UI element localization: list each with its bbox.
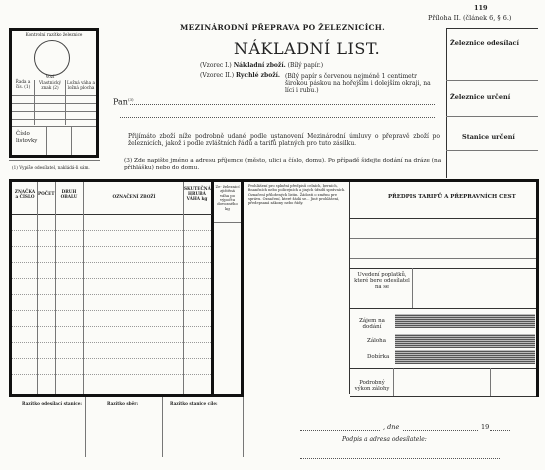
date-field[interactable] — [403, 430, 478, 431]
place-field[interactable] — [300, 430, 380, 431]
destination-station-label: Stanice určení — [462, 133, 515, 141]
variant2-note: (Bílý papír s červenou nejméně 1 centimetr širokou páskou na hořejším i dolejším okraji, na líci i rubu.) — [285, 73, 431, 95]
wagon-label: Vozí — [45, 74, 55, 79]
date-prefix: , dne — [383, 423, 400, 431]
stamp-weighing-label: Razítko sběr: — [107, 401, 139, 406]
interest-field — [395, 314, 535, 328]
header-packing: DRUH OBALU — [60, 189, 78, 199]
consignee-line-2[interactable] — [120, 117, 435, 118]
stamp-col3: Ložná váha a ložná plocha — [67, 80, 95, 90]
appendix-label: Příloha II. (článek 6, § 6.) — [428, 14, 512, 22]
year-field[interactable] — [490, 430, 510, 431]
header-railway-weight: Ze- železnicí zjištěná váha po výpočtu dovozného kg — [215, 184, 240, 211]
stamp-col2: Vlastnický znak (2) — [39, 80, 61, 90]
signature-label: Podpis a adresa odesílatele: — [342, 436, 427, 443]
interest-label: Zájem na dodání — [359, 318, 385, 331]
consignment-list-label: Číslo listovky — [16, 131, 38, 144]
footnote-1: (1) Vypíše odesílatel, nakládá-li sám. — [12, 165, 90, 170]
deposit-label: Záloha — [367, 338, 386, 344]
page-number: 119 — [474, 4, 488, 12]
stamp-circle — [34, 40, 70, 76]
header-marks: ZNAČKA a ČÍSLO — [14, 189, 36, 199]
header-goods: OZNAČENÍ ZBOŽÍ — [112, 194, 156, 199]
stamp-box-title: Kontrolní razítko železnice — [25, 32, 83, 37]
calc-label: Podrobný výkon zálohy — [354, 380, 390, 393]
sending-railway-label: Železnice odesílací — [450, 39, 519, 47]
header-weight: SKUTEČNÁ HRUBÁ VÁHA kg — [184, 186, 211, 201]
signature-field[interactable] — [300, 458, 500, 459]
variant1-label: (Vzorec I.) Nákladní zboží. (Bílý papír.) — [200, 62, 324, 69]
header-tariff: PŘEDPIS TARIFŮ A PŘEPRAVNÍCH CEST — [388, 194, 516, 200]
deposit-field — [395, 334, 535, 348]
acceptance-text: Přijímáto zboží níže podrobně udané podle ustanovení Mezinárodní úmluvy o přepravě zboží po železnicích, jakož i podle zvláštních řádů a tarifů platných pro tuto zásilku. — [128, 133, 440, 148]
header-regulations: Prohlášení pro splnění předpisů celních, berních, finančních nebo policejních a jiných úřadů správních. Označení přiložených listin. Žádosti o změnu pre správu. Označení, které žádá se... Jiné prohlášení, předepsaná zákony nebo řády. — [248, 184, 346, 206]
consignee-line-1[interactable] — [130, 104, 435, 105]
destination-railway-label: Železnice určení — [450, 93, 511, 101]
cod-label: Dobírka — [367, 354, 390, 360]
stamp-col1: Řada a čís. (1) — [15, 79, 31, 89]
date-year: 19 — [481, 423, 490, 431]
stamp-destination-label: Razítko stanice cíle: — [170, 401, 218, 406]
consignee-label: Pan$^{(3)}$ — [113, 97, 134, 107]
fees-declared-label: Uvedení poplatků, které bere odesílatel na se — [354, 272, 410, 291]
stamp-sending-label: Razítko odesílací stanice: — [22, 401, 82, 406]
cod-field — [395, 350, 535, 364]
header-count: POČET — [38, 191, 55, 196]
document-title: NÁKLADNÍ LIST. — [234, 39, 381, 58]
top-title: MEZINÁRODNÍ PŘEPRAVA PO ŽELEZNICÍCH. — [180, 23, 386, 32]
variant2-label: (Vzorec II.) Rychlé zboží. — [200, 72, 280, 79]
footnote-3: (3) Zde napište jméno a adresu příjemce (město, ulici a číslo, domu). Po případě šidejte dodání na dráze (na přihlášku) nebo do domu. — [124, 158, 442, 171]
